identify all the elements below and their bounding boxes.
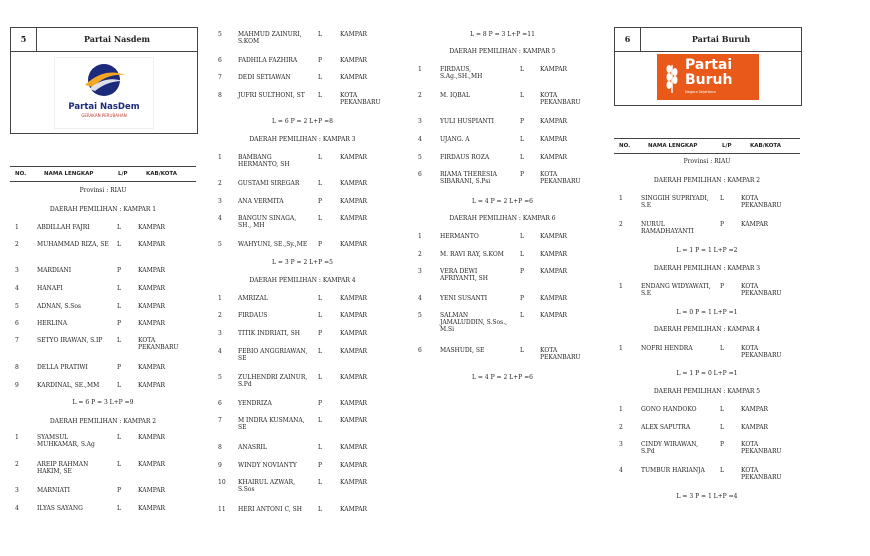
candidate-name: NURUL RAMADHAYANTI	[641, 221, 694, 235]
candidate-name: FIRDAUS	[238, 312, 268, 319]
candidate-regency: KAMPAR	[540, 66, 568, 73]
candidate-name: FEBIO ANGGRIAWAN, SE	[238, 348, 308, 362]
candidate-name: SALMAN JAMALUDDIN, S.Sos., M.Si	[440, 312, 508, 333]
col-kab: KAB/KOTA	[146, 171, 177, 177]
candidate-regency: KAMPAR	[138, 487, 166, 494]
candidate-regency: KAMPAR	[340, 444, 368, 451]
candidate-number: 3	[218, 330, 222, 337]
col-name: NAMA LENGKAP	[648, 143, 698, 149]
candidate-number: 3	[418, 268, 422, 275]
candidate-regency: KAMPAR	[340, 198, 368, 205]
nasdem-logo	[54, 57, 154, 129]
candidate-gender: L	[520, 136, 524, 143]
nasdem-logo-tagline: GERAKAN PERUBAHAN	[81, 113, 127, 118]
gender-summary: L = 8 P = 3 L+P =11	[470, 31, 535, 38]
col-lp: L/P	[722, 143, 732, 149]
table-header	[10, 166, 196, 182]
dapil-heading: DAERAH PEMILIHAN : KAMPAR 1	[49, 206, 157, 213]
candidate-name: WINDY NOVIANTY	[238, 462, 297, 469]
candidate-name: MARNIATI	[37, 487, 70, 494]
candidate-gender: P	[520, 268, 525, 275]
candidate-regency: KOTA PEKANBARU	[340, 92, 381, 106]
dapil-heading: DAERAH PEMILIHAN : KAMPAR 6	[449, 215, 556, 222]
candidate-name: M INDRA KUSMANA, SE	[238, 417, 305, 431]
gender-summary: L = 0 P = 1 L+P =1	[676, 309, 738, 316]
candidate-number: 4	[15, 285, 19, 292]
candidate-regency: KAMPAR	[540, 233, 568, 240]
candidate-regency: KAMPAR	[340, 154, 368, 161]
candidate-regency: KAMPAR	[138, 461, 166, 468]
candidate-name: ZULHENDRI ZAINUR, S.Pd	[238, 374, 308, 388]
candidate-number: 5	[15, 303, 19, 310]
candidate-name: MUHAMMAD RIZA, SE	[37, 241, 109, 248]
candidate-name: SETYO IRAWAN, S.IP	[37, 337, 103, 344]
candidate-gender: L	[520, 66, 524, 73]
candidate-number: 8	[218, 444, 222, 451]
candidate-gender: L	[318, 348, 322, 355]
candidate-number: 2	[418, 251, 422, 258]
candidate-name: KARDINAL, SE.,MM	[37, 382, 100, 389]
candidate-name: ANA VERMITA	[238, 198, 284, 205]
candidate-number: 7	[218, 417, 222, 424]
candidate-number: 3	[418, 118, 422, 125]
candidate-name: DELLA PRATIWI	[37, 364, 88, 371]
dapil-heading: DAERAH PEMILIHAN : KAMPAR 5	[653, 388, 761, 395]
candidate-gender: L	[520, 312, 524, 319]
candidate-gender: L	[520, 154, 524, 161]
candidate-name: RIAMA THERESIA SIBARANI, S.Psi	[440, 171, 497, 185]
dapil-heading: DAERAH PEMILIHAN : KAMPAR 4	[249, 277, 356, 284]
nasdem-logo-box	[10, 51, 198, 134]
candidate-regency: KAMPAR	[340, 462, 368, 469]
candidate-regency: KAMPAR	[340, 506, 368, 513]
candidate-name: FADHILA FAZHIRA	[238, 57, 298, 64]
candidate-gender: P	[520, 118, 525, 125]
candidate-regency: KAMPAR	[540, 136, 568, 143]
party-number: 5	[11, 28, 37, 51]
candidate-name: KHAIRUL AZWAR, S.Sos	[238, 479, 296, 493]
candidate-regency: KAMPAR	[340, 31, 368, 38]
candidate-regency: KAMPAR	[540, 268, 568, 275]
candidate-gender: L	[520, 233, 524, 240]
candidate-number: 6	[218, 400, 222, 407]
candidate-regency: KAMPAR	[741, 221, 769, 228]
gender-summary: L = 6 P = 2 L+P =8	[272, 118, 333, 125]
candidate-regency: KAMPAR	[340, 74, 368, 81]
candidate-gender: L	[720, 467, 724, 474]
candidate-regency: KAMPAR	[741, 424, 769, 431]
candidate-number: 1	[418, 66, 422, 73]
candidate-number: 1	[619, 283, 623, 290]
candidate-regency: KAMPAR	[138, 241, 166, 248]
candidate-number: 7	[15, 337, 19, 344]
candidate-gender: P	[318, 400, 323, 407]
candidate-number: 9	[15, 382, 19, 389]
candidate-gender: L	[720, 406, 724, 413]
candidate-number: 2	[218, 180, 222, 187]
col-lp: L/P	[118, 171, 128, 177]
candidate-regency: KOTA PEKANBARU	[741, 283, 782, 297]
dapil-heading: DAERAH PEMILIHAN : KAMPAR 2	[49, 418, 157, 425]
candidate-gender: L	[318, 74, 322, 81]
candidate-number: 6	[218, 57, 222, 64]
candidate-gender: L	[720, 345, 724, 352]
candidate-name: HANAFI	[37, 285, 63, 292]
candidate-name: TITIK INDRIATI, SH	[238, 330, 300, 337]
candidate-gender: L	[520, 251, 524, 258]
dapil-heading: DAERAH PEMILIHAN : KAMPAR 4	[653, 326, 761, 333]
candidate-gender: L	[117, 434, 121, 441]
candidate-number: 4	[418, 136, 422, 143]
candidate-regency: KAMPAR	[138, 267, 166, 274]
candidate-name: MAHMUD ZAINURI, S.KOM	[238, 31, 302, 45]
col-no: NO.	[15, 171, 27, 177]
candidate-regency: KOTA PEKANBARU	[540, 171, 581, 185]
candidate-regency: KAMPAR	[138, 382, 166, 389]
candidate-regency: KAMPAR	[340, 417, 368, 424]
candidate-name: AMRIZAL	[238, 295, 268, 302]
candidate-regency: KOTA PEKANBARU	[741, 467, 782, 481]
candidate-gender: L	[720, 424, 724, 431]
candidate-regency: KOTA PEKANBARU	[741, 195, 782, 209]
candidate-gender: L	[318, 92, 322, 99]
candidate-name: MASHUDI, SE	[440, 347, 485, 354]
candidate-regency: KAMPAR	[340, 241, 368, 248]
candidate-number: 3	[619, 441, 623, 448]
candidate-gender: L	[520, 347, 524, 354]
candidate-gender: P	[720, 441, 725, 448]
buruh-logo-box	[614, 51, 802, 106]
candidate-gender: P	[117, 267, 122, 274]
candidate-gender: L	[720, 195, 724, 202]
candidate-gender: P	[117, 487, 122, 494]
candidate-gender: P	[520, 295, 525, 302]
candidate-number: 4	[418, 295, 422, 302]
candidate-name: GONO HANDOKO	[641, 406, 697, 413]
candidate-regency: KAMPAR	[540, 154, 568, 161]
candidate-regency: KAMPAR	[540, 118, 568, 125]
dapil-heading: DAERAH PEMILIHAN : KAMPAR 5	[449, 48, 556, 55]
candidate-number: 11	[218, 506, 226, 513]
candidate-number: 5	[418, 154, 422, 161]
candidate-number: 1	[218, 295, 222, 302]
gender-summary: L = 3 P = 1 L+P =4	[676, 493, 738, 500]
candidate-regency: KAMPAR	[340, 400, 368, 407]
candidate-regency: KAMPAR	[741, 406, 769, 413]
candidate-name: TUMBUR HARIANJA	[641, 467, 705, 474]
candidate-name: M. IQBAL	[440, 92, 470, 99]
party-number: 6	[615, 28, 641, 51]
buruh-logo-tagline: Negara Sejahtera	[685, 90, 716, 94]
candidate-name: ENDANG WIDYAWATI, S.E	[641, 283, 711, 297]
candidate-number: 3	[15, 487, 19, 494]
candidate-number: 5	[218, 241, 222, 248]
party-name: Partai Nasdem	[83, 34, 151, 44]
candidate-name: HERMANTO	[440, 233, 479, 240]
candidate-regency: KAMPAR	[138, 364, 166, 371]
candidate-name: AREIP RAHMAN HAKIM, SE	[37, 461, 89, 475]
candidate-regency: KAMPAR	[138, 303, 166, 310]
candidate-regency: KAMPAR	[340, 330, 368, 337]
candidate-regency: KOTA PEKANBARU	[540, 347, 581, 361]
candidate-number: 6	[418, 171, 422, 178]
gender-summary: L = 6 P = 3 L+P =9	[72, 399, 134, 406]
candidate-number: 5	[418, 312, 422, 319]
candidate-regency: KAMPAR	[340, 374, 368, 381]
candidate-name: ABDILLAH FAJRI	[37, 224, 90, 231]
candidate-name: CINDY WIRAWAN, S.Pd	[641, 441, 699, 455]
dapil-heading: DAERAH PEMILIHAN : KAMPAR 3	[653, 265, 761, 272]
candidate-regency: KAMPAR	[138, 505, 166, 512]
candidate-regency: KOTA PEKANBARU	[741, 441, 782, 455]
provinsi-label: Provinsi : RIAU	[683, 158, 731, 165]
table-header	[614, 138, 800, 154]
candidate-name: SINGGIH SUPRIYADI, S.E	[641, 195, 709, 209]
candidate-number: 1	[218, 154, 222, 161]
gender-summary: L = 4 P = 2 L+P =6	[472, 374, 533, 381]
candidate-number: 8	[218, 92, 222, 99]
candidate-regency: KAMPAR	[138, 224, 166, 231]
candidate-number: 2	[619, 424, 623, 431]
candidate-gender: P	[720, 221, 725, 228]
candidate-regency: KAMPAR	[340, 57, 368, 64]
candidate-name: FIRDAUS, S.Ag.,SH.,MH	[440, 66, 483, 80]
dapil-heading: DAERAH PEMILIHAN : KAMPAR 3	[249, 136, 356, 143]
candidate-gender: L	[318, 215, 322, 222]
candidate-regency: KAMPAR	[540, 312, 568, 319]
candidate-name: ILYAS SAYANG	[37, 505, 83, 512]
candidate-regency: KOTA PEKANBARU	[138, 337, 179, 351]
candidate-gender: L	[117, 241, 121, 248]
candidate-gender: L	[318, 374, 322, 381]
candidate-regency: KOTA PEKANBARU	[741, 345, 782, 359]
candidate-name: YENI SUSANTI	[440, 295, 488, 302]
candidate-regency: KAMPAR	[340, 215, 368, 222]
candidate-number: 4	[619, 467, 623, 474]
candidate-regency: KAMPAR	[138, 285, 166, 292]
candidate-regency: KAMPAR	[340, 312, 368, 319]
nasdem-logo-title: Partai NasDem	[68, 102, 140, 112]
candidate-number: 10	[218, 479, 226, 486]
candidate-number: 4	[218, 348, 222, 355]
candidate-gender: P	[117, 320, 122, 327]
candidate-name: WAHYUNI, SE.,Sy.,ME	[238, 241, 308, 248]
candidate-regency: KAMPAR	[340, 479, 368, 486]
candidate-gender: L	[520, 92, 524, 99]
candidate-name: VERA DEWI AFRIYANTI, SH	[440, 268, 488, 282]
candidate-number: 9	[218, 462, 222, 469]
candidate-number: 2	[619, 221, 623, 228]
dapil-heading: DAERAH PEMILIHAN : KAMPAR 2	[653, 177, 761, 184]
candidate-name: HERLINA	[37, 320, 68, 327]
candidate-gender: L	[318, 180, 322, 187]
candidate-regency: KAMPAR	[540, 295, 568, 302]
gender-summary: L = 3 P = 2 L+P =5	[272, 259, 333, 266]
candidate-name: YULI HUSPIANTI	[440, 118, 495, 125]
candidate-number: 1	[15, 434, 19, 441]
candidate-name: ADNAN, S.Sos	[37, 303, 82, 310]
candidate-number: 4	[218, 215, 222, 222]
candidate-number: 3	[15, 267, 19, 274]
candidate-name: M. RAVI RAY, S.KOM	[440, 251, 504, 258]
candidate-number: 2	[15, 241, 19, 248]
nasdem-emblem-icon	[79, 63, 129, 97]
buruh-logo-line2: Buruh	[685, 72, 733, 88]
candidate-name: HERI ANTONI C, SH	[238, 506, 302, 513]
candidate-gender: P	[318, 462, 323, 469]
candidate-gender: L	[117, 337, 121, 344]
candidate-number: 1	[15, 224, 19, 231]
gender-summary: L = 1 P = 1 L+P =2	[676, 247, 738, 254]
candidate-gender: L	[117, 505, 121, 512]
candidate-name: NOFRI HENDRA	[641, 345, 693, 352]
candidate-regency: KAMPAR	[340, 348, 368, 355]
nasdem-header	[10, 27, 198, 52]
candidate-gender: P	[720, 283, 725, 290]
col-name: NAMA LENGKAP	[44, 171, 94, 177]
candidate-gender: L	[318, 295, 322, 302]
candidate-gender: P	[117, 364, 122, 371]
candidate-gender: P	[318, 198, 323, 205]
candidate-gender: L	[318, 31, 322, 38]
candidate-name: SYAMSUL MUHKAMAR, S.Ag	[37, 434, 95, 448]
candidate-number: 1	[619, 195, 623, 202]
candidate-gender: P	[318, 241, 323, 248]
candidate-name: UJANG. A	[440, 136, 470, 143]
gender-summary: L = 1 P = 0 L+P =1	[676, 370, 738, 377]
candidate-gender: L	[318, 506, 322, 513]
candidate-regency: KAMPAR	[340, 295, 368, 302]
candidate-number: 8	[15, 364, 19, 371]
candidate-name: BANGUN SINAGA, SH., MH	[238, 215, 297, 229]
candidate-number: 5	[218, 374, 222, 381]
candidate-number: 6	[418, 347, 422, 354]
buruh-header	[614, 27, 802, 52]
candidate-number: 5	[218, 31, 222, 38]
buruh-logo-line1: Partai	[685, 57, 733, 73]
candidate-name: BAMBANG HERMANTO, SH	[238, 154, 290, 168]
candidate-regency: KAMPAR	[340, 180, 368, 187]
candidate-gender: P	[520, 171, 525, 178]
party-name: Partai Buruh	[691, 34, 751, 44]
candidate-regency: KOTA PEKANBARU	[540, 92, 581, 106]
candidate-name: ALEX SAPUTRA	[641, 424, 691, 431]
candidate-name: FIRDAUS ROZA	[440, 154, 490, 161]
candidate-regency: KAMPAR	[138, 434, 166, 441]
candidate-gender: L	[117, 382, 121, 389]
buruh-logo	[657, 54, 759, 100]
candidate-name: YENDRIZA	[238, 400, 272, 407]
candidate-number: 2	[218, 312, 222, 319]
candidate-gender: L	[117, 224, 121, 231]
provinsi-label: Provinsi : RIAU	[79, 187, 127, 194]
candidate-number: 2	[15, 461, 19, 468]
candidate-number: 3	[218, 198, 222, 205]
candidate-gender: L	[318, 444, 322, 451]
candidate-name: ANASRIL	[238, 444, 267, 451]
candidate-gender: L	[318, 417, 322, 424]
candidate-gender: L	[117, 285, 121, 292]
candidate-gender: L	[117, 303, 121, 310]
candidate-name: MARDIANI	[37, 267, 72, 274]
gender-summary: L = 4 P = 2 L+P =6	[472, 198, 533, 205]
candidate-number: 6	[15, 320, 19, 327]
candidate-gender: L	[117, 461, 121, 468]
candidate-name: GUSTAMI SIREGAR	[238, 180, 300, 187]
candidate-gender: L	[318, 312, 322, 319]
wheat-icon	[661, 59, 683, 95]
candidate-number: 1	[619, 345, 623, 352]
candidate-name: DEDI SETIAWAN	[238, 74, 291, 81]
candidate-gender: P	[318, 57, 323, 64]
candidate-number: 4	[15, 505, 19, 512]
candidate-name: JUFRI SULTHONI, ST	[238, 92, 305, 99]
col-no: NO.	[619, 143, 631, 149]
candidate-regency: KAMPAR	[138, 320, 166, 327]
candidate-gender: L	[318, 154, 322, 161]
candidate-gender: L	[318, 479, 322, 486]
candidate-number: 1	[418, 233, 422, 240]
col-kab: KAB/KOTA	[750, 143, 781, 149]
candidate-number: 1	[619, 406, 623, 413]
candidate-gender: P	[318, 330, 323, 337]
candidate-regency: KAMPAR	[540, 251, 568, 258]
candidate-number: 7	[218, 74, 222, 81]
candidate-number: 2	[418, 92, 422, 99]
